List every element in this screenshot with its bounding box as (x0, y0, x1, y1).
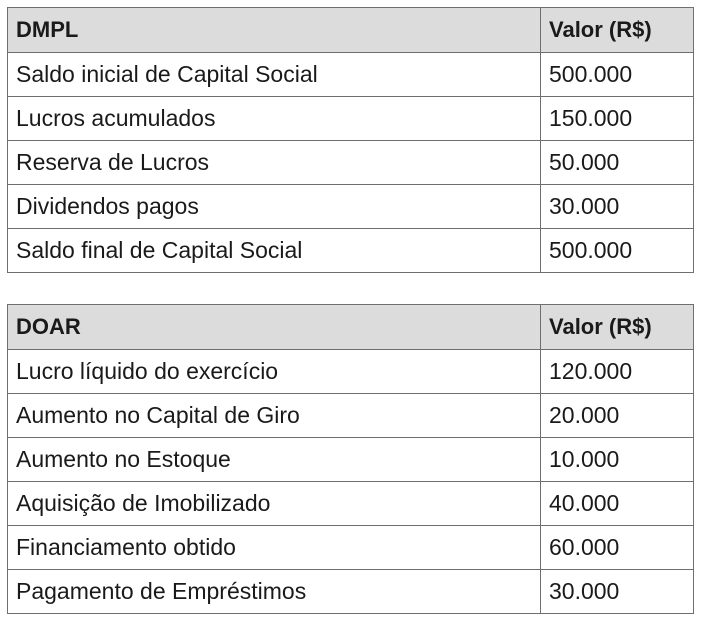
table-row (8, 185, 694, 229)
table-row (8, 97, 694, 141)
row-label: Saldo final de Capital Social (8, 229, 541, 273)
table-row (8, 141, 694, 185)
row-label: Reserva de Lucros (8, 141, 541, 185)
row-label: Lucro líquido do exercício (8, 350, 541, 394)
row-value: 30.000 (541, 570, 694, 614)
row-label: Aquisição de Imobilizado (8, 482, 541, 526)
row-value: 500.000 (541, 53, 694, 97)
dmpl-header-label: DMPL (8, 8, 541, 53)
doar-table (7, 304, 694, 614)
row-label: Dividendos pagos (8, 185, 541, 229)
row-label: Aumento no Estoque (8, 438, 541, 482)
row-value: 30.000 (541, 185, 694, 229)
table-row (8, 350, 694, 394)
row-value: 20.000 (541, 394, 694, 438)
dmpl-header-row (8, 8, 694, 53)
row-value: 50.000 (541, 141, 694, 185)
row-value: 40.000 (541, 482, 694, 526)
row-value: 60.000 (541, 526, 694, 570)
dmpl-table (7, 7, 694, 273)
table-row (8, 438, 694, 482)
table-row (8, 526, 694, 570)
row-label: Aumento no Capital de Giro (8, 394, 541, 438)
row-value: 500.000 (541, 229, 694, 273)
dmpl-header-value: Valor (R$) (541, 8, 694, 53)
row-label: Saldo inicial de Capital Social (8, 53, 541, 97)
table-row (8, 53, 694, 97)
table-row (8, 229, 694, 273)
row-value: 120.000 (541, 350, 694, 394)
row-value: 10.000 (541, 438, 694, 482)
table-row (8, 482, 694, 526)
row-label: Lucros acumulados (8, 97, 541, 141)
table-row (8, 394, 694, 438)
row-value: 150.000 (541, 97, 694, 141)
doar-header-label: DOAR (8, 305, 541, 350)
row-label: Financiamento obtido (8, 526, 541, 570)
doar-header-value: Valor (R$) (541, 305, 694, 350)
doar-header-row (8, 305, 694, 350)
row-label: Pagamento de Empréstimos (8, 570, 541, 614)
table-row (8, 570, 694, 614)
